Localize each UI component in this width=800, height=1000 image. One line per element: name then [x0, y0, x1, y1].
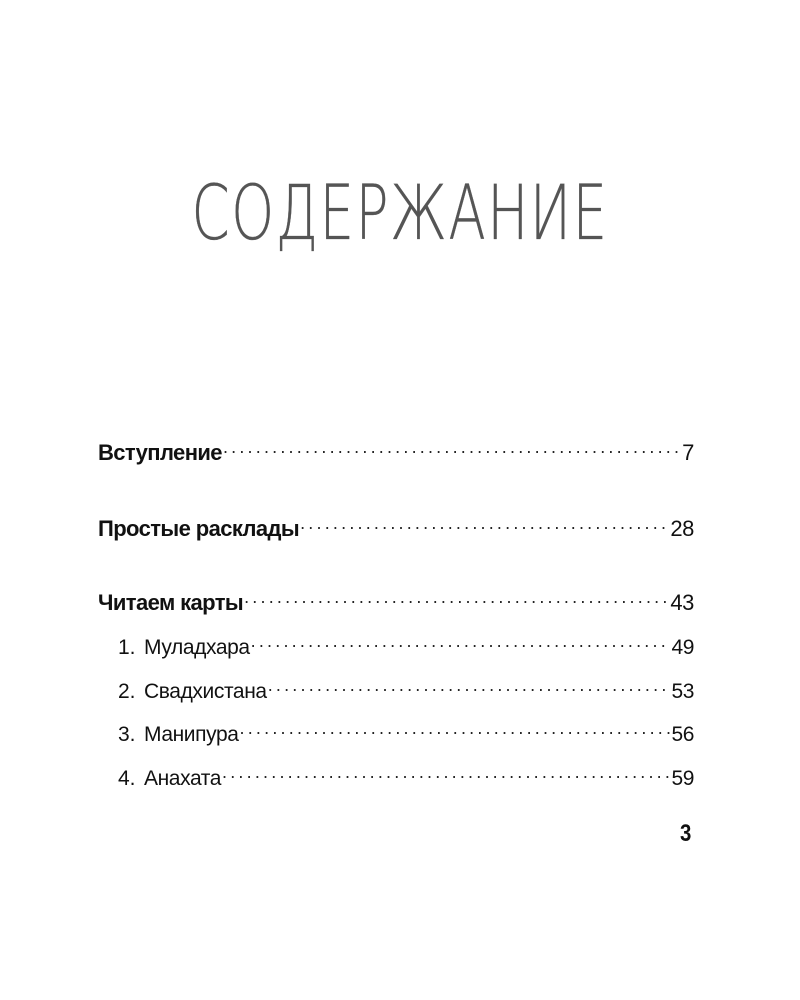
toc-entry-simple-spreads[interactable] — [98, 504, 694, 541]
toc-subentry-page: 49 — [671, 636, 694, 659]
toc-entry-page: 28 — [670, 516, 694, 541]
toc-subentry-svadhisthana[interactable] — [118, 666, 694, 703]
toc-subentry-number: 4. — [118, 767, 136, 790]
toc-entry-page: 7 — [682, 440, 694, 465]
toc-leader-dots — [251, 622, 671, 654]
page-number: 3 — [680, 820, 692, 847]
toc-leader-dots — [268, 666, 671, 698]
toc-subentry-title: Манипура — [144, 723, 239, 746]
toc-subentry-manipura[interactable] — [118, 709, 694, 746]
toc-subentry-page: 53 — [671, 680, 694, 703]
toc-entry-title: Читаем карты — [98, 590, 244, 615]
toc-leader-dots — [300, 504, 669, 536]
toc-subentry-title: Свадхистана — [144, 680, 267, 703]
toc-entry-page: 43 — [670, 590, 694, 615]
toc-subentry-number: 2. — [118, 680, 136, 703]
toc-leader-dots — [223, 428, 681, 460]
toc-entry-title: Простые расклады — [98, 516, 300, 541]
toc-subentry-muladhara[interactable] — [118, 622, 694, 659]
toc-entry-introduction[interactable] — [98, 428, 694, 465]
toc-subentry-page: 56 — [671, 723, 694, 746]
page-title: СОДЕРЖАНИЕ — [191, 168, 609, 257]
toc-leader-dots — [244, 578, 669, 610]
toc-subentry-number: 1. — [118, 636, 136, 659]
toc-entry-title: Вступление — [98, 440, 222, 465]
toc-entry-reading-cards[interactable] — [98, 578, 694, 615]
toc-subentry-title: Муладхара — [144, 636, 250, 659]
toc-subentry-page: 59 — [671, 767, 694, 790]
toc-leader-dots — [240, 709, 671, 741]
toc-subentry-anahata[interactable] — [118, 753, 694, 790]
toc-leader-dots — [222, 753, 670, 785]
toc-subentry-title: Анахата — [144, 767, 222, 790]
toc-subentry-number: 3. — [118, 723, 136, 746]
